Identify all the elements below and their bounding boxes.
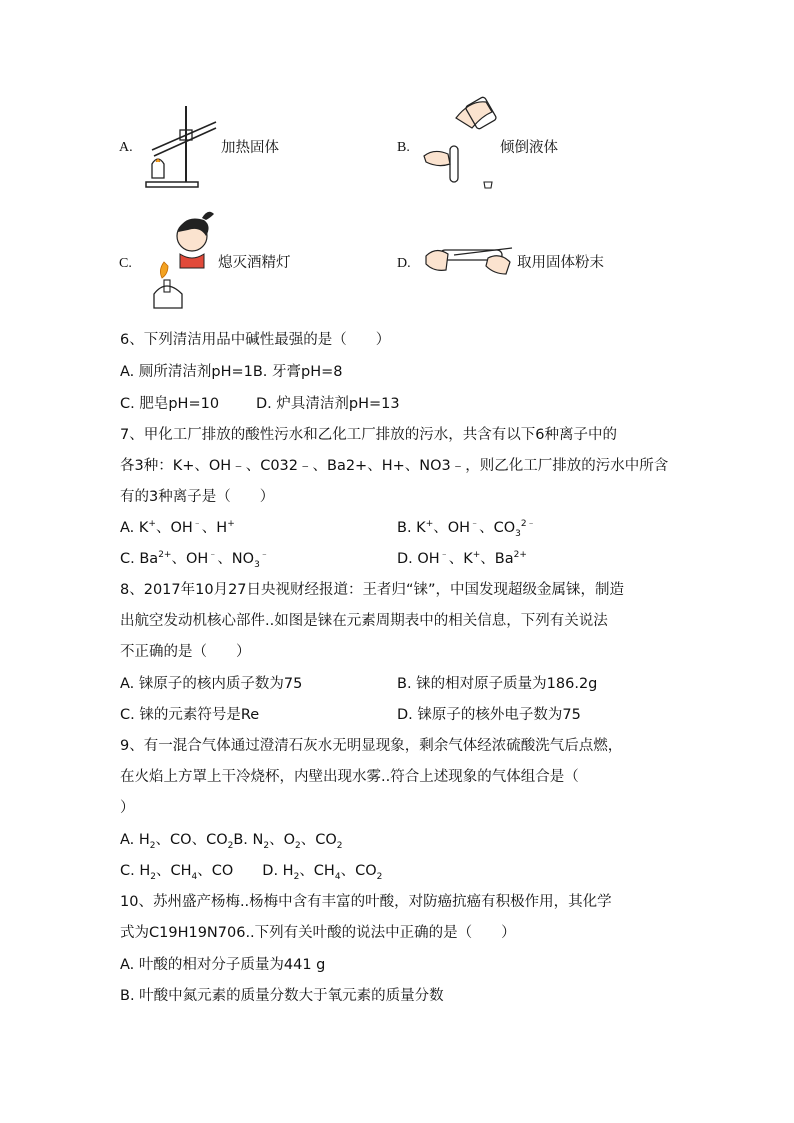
option-text: 倾倒液体 <box>500 140 558 156</box>
superscript: ﹣ <box>470 519 480 530</box>
subscript: 2 <box>227 840 234 851</box>
option-text: 、CO <box>300 832 337 848</box>
option-text: 、OH <box>433 520 471 536</box>
option-text: A. H <box>120 832 150 848</box>
question-stem: 7、甲化工厂排放的酸性污水和乙化工厂排放的污水，共含有以下6种离子中的 <box>120 427 617 443</box>
superscript: ﹣ <box>192 519 202 530</box>
subscript: 2 <box>295 840 301 851</box>
subscript: 2 <box>376 871 383 882</box>
extinguish-alcohol-lamp-illustration <box>142 210 218 314</box>
question-stem: 8、2017年10月27日央视财经报道：王者归“铼”，中国发现超级金属铼，制造 <box>120 582 625 598</box>
superscript: + <box>425 519 434 530</box>
subscript: 3 <box>254 559 260 570</box>
option-text: 、H <box>201 520 228 536</box>
question-stem: ） <box>120 800 135 816</box>
option-text: 、CO、CO <box>155 832 228 848</box>
answer-option[interactable] <box>120 549 269 569</box>
subscript: 4 <box>334 871 341 882</box>
question-stem: 出航空发动机核心部件..如图是铼在元素周期表中的相关信息，下列有关说法 <box>120 613 608 629</box>
option-letter: C. <box>119 256 132 271</box>
question-stem: 式为C19H19N706..下列有关叶酸的说法中正确的是（ ） <box>120 925 516 941</box>
option-text: B. N <box>233 832 264 848</box>
option-text: 熄灭酒精灯 <box>218 255 291 271</box>
superscript: + <box>148 519 156 530</box>
answer-option[interactable] <box>397 549 527 569</box>
option-text: 、Ba <box>480 551 514 567</box>
option-text: C. Ba <box>120 551 159 567</box>
superscript: + <box>227 519 235 530</box>
option-text: 、OH <box>155 520 193 536</box>
question-stem: 10、苏州盛产杨梅..杨梅中含有丰富的叶酸，对防癌抗癌有积极作用，其化学 <box>120 894 612 910</box>
subscript: 4 <box>191 871 198 882</box>
superscript: + <box>472 550 481 561</box>
question-stem: 各3种：K+、OH﹣、C032﹣、Ba2+、H+、NO3﹣，则乙化工厂排放的污水中所含 <box>120 458 669 474</box>
question-stem: 有的3种离子是（ ） <box>120 489 275 505</box>
option-text: C. H <box>120 863 151 879</box>
answer-option[interactable]: C. 肥皂pH=10 <box>120 396 220 412</box>
superscript: ﹣ <box>208 550 218 561</box>
option-text: 、CH <box>299 863 335 879</box>
option-text: 加热固体 <box>221 140 279 156</box>
option-text: 、CO <box>479 520 516 536</box>
option-text: D. OH <box>397 551 440 567</box>
subscript: 3 <box>515 528 521 539</box>
superscript: 2﹣ <box>520 519 536 530</box>
option-letter: B. <box>397 140 410 155</box>
answer-option[interactable]: A. 铼原子的核内质子数为75 <box>120 676 303 692</box>
question-stem: 9、有一混合气体通过澄清石灰水无明显现象，剩余气体经浓硫酸洗气后点燃， <box>120 738 623 754</box>
question-stem: 不正确的是（ ） <box>120 644 251 660</box>
option-text: 、CO D. H <box>197 863 294 879</box>
option-text: B. K <box>397 520 426 536</box>
superscript: ﹣ <box>259 550 269 561</box>
answer-option[interactable]: A. 叶酸的相对分子质量为441 g <box>120 957 326 973</box>
option-text: A. K <box>120 520 149 536</box>
subscript: 2 <box>336 840 343 851</box>
answer-option[interactable] <box>120 518 235 538</box>
answer-option[interactable]: C. 铼的元素符号是Re <box>120 707 260 723</box>
question-stem: 在火焰上方罩上干冷烧杯，内壁出现水雾..符合上述现象的气体组合是（ <box>120 769 579 785</box>
answer-option[interactable] <box>120 830 343 850</box>
option-text: 、K <box>448 551 473 567</box>
superscript: 2+ <box>158 550 172 561</box>
option-text: 、NO <box>217 551 255 567</box>
subscript: 2 <box>149 840 156 851</box>
take-solid-powder-illustration <box>424 238 516 278</box>
subscript: 2 <box>293 871 300 882</box>
option-text: 、CH <box>155 863 192 879</box>
answer-option[interactable] <box>397 518 536 538</box>
answer-option[interactable]: B. 叶酸中氮元素的质量分数大于氧元素的质量分数 <box>120 988 444 1004</box>
answer-option[interactable]: D. 炉具清洁剂pH=13 <box>256 396 400 412</box>
subscript: 2 <box>150 871 156 882</box>
subscript: 2 <box>263 840 270 851</box>
answer-option[interactable]: A. 厕所清洁剂pH=1B. 牙膏pH=8 <box>120 364 343 380</box>
option-text: 、OH <box>171 551 209 567</box>
answer-option[interactable]: B. 铼的相对原子质量为186.2g <box>397 676 598 692</box>
pouring-liquid-illustration <box>418 96 500 192</box>
option-text: 取用固体粉末 <box>517 255 604 271</box>
question-stem: 6、下列清洁用品中碱性最强的是（ ） <box>120 332 391 348</box>
answer-option[interactable]: D. 铼原子的核外电子数为75 <box>397 707 581 723</box>
superscript: ﹣ <box>439 550 449 561</box>
superscript: 2+ <box>513 550 527 561</box>
option-letter: A. <box>119 140 133 155</box>
option-text: 、O <box>269 832 296 848</box>
heating-solid-illustration <box>142 102 220 190</box>
answer-option[interactable] <box>120 861 382 881</box>
option-letter: D. <box>397 256 411 271</box>
option-text: 、CO <box>340 863 377 879</box>
